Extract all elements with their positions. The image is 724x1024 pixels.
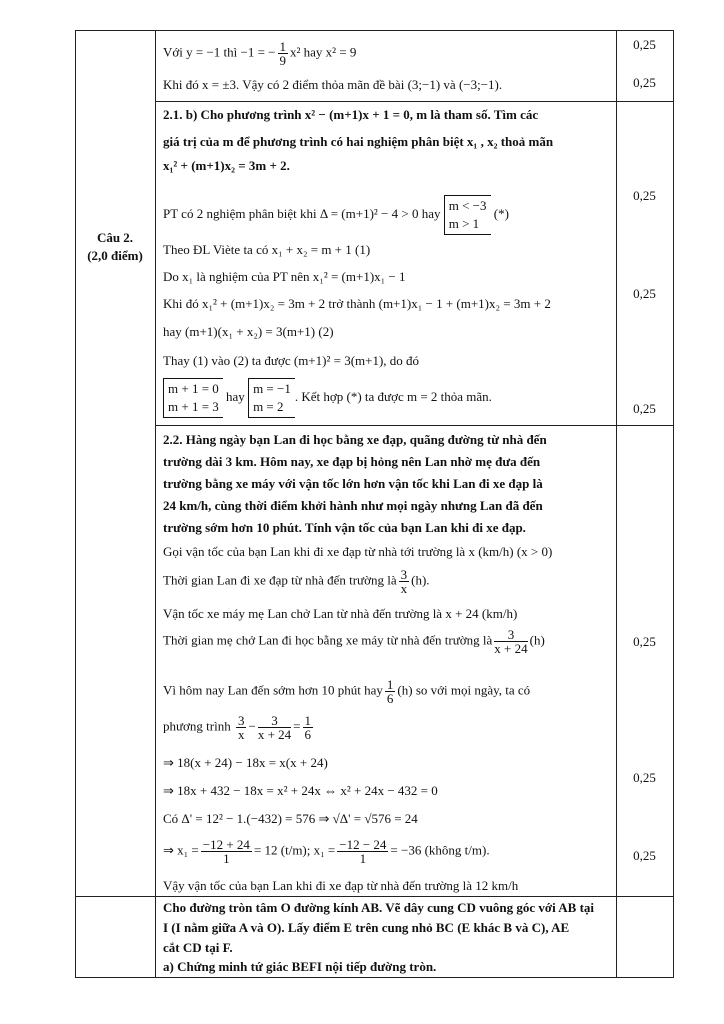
numerator: 1 bbox=[279, 39, 287, 54]
table-border-top bbox=[75, 30, 673, 31]
table-divider-score bbox=[616, 30, 617, 978]
part3-line1: Cho đường tròn tâm O đường kính AB. Vẽ dây cung CD vuông góc với AB tại bbox=[163, 900, 595, 915]
denominator: x bbox=[237, 727, 245, 742]
answer-table bbox=[75, 30, 673, 978]
text: Với y = −1 thì −1 = − bbox=[163, 44, 276, 60]
text: (*) bbox=[493, 205, 509, 221]
bracket-system bbox=[163, 378, 223, 418]
fraction bbox=[258, 714, 291, 741]
part22-step8: ⇒ 18x + 432 − 18x = x² + 24x ⇔ x² + 24x − 432 = 0 bbox=[163, 783, 438, 798]
text: (h) so với mọi ngày, ta có bbox=[397, 682, 531, 698]
part22-step1: Gọi vận tốc của bạn Lan khi đi xe đạp từ nhà tới trường là x (km/h) (x > 0) bbox=[163, 544, 553, 559]
denominator: x + 24 bbox=[257, 727, 292, 742]
case-1: m + 1 = 0 bbox=[168, 381, 219, 396]
fraction bbox=[385, 678, 396, 705]
operator: = bbox=[293, 718, 301, 734]
denominator: 9 bbox=[279, 53, 287, 68]
operator: − bbox=[248, 718, 256, 734]
text: = −36 (không t/m). bbox=[390, 842, 490, 858]
part22-step4 bbox=[163, 628, 545, 655]
table-border-left bbox=[75, 30, 76, 978]
part3-line4: a) Chứng minh tứ giác BEFI nội tiếp đường tròn. bbox=[163, 959, 437, 974]
score-5: 0,25 bbox=[633, 401, 656, 416]
numerator: 1 bbox=[386, 677, 394, 692]
part22-step3: Vận tốc xe máy mẹ Lan chở Lan từ nhà đến trường là x + 24 (km/h) bbox=[163, 606, 518, 621]
table-border-bottom bbox=[75, 977, 673, 978]
denominator: x + 24 bbox=[494, 641, 528, 656]
part22-title-line3: trường bằng xe máy với vận tốc lớn hơn vận tốc khi Lan đi xe đạp là bbox=[163, 476, 543, 491]
part21-condition bbox=[163, 195, 509, 235]
text: x² hay x² = 9 bbox=[290, 44, 357, 60]
numerator: 3 bbox=[237, 713, 245, 728]
part22-title-line2: trường dài 3 km. Hôm nay, xe đạp bị hỏng nên Lan nhờ mẹ đưa đến bbox=[163, 454, 541, 469]
fraction bbox=[201, 838, 252, 865]
numerator: 1 bbox=[304, 713, 312, 728]
score-4: 0,25 bbox=[633, 286, 656, 301]
part3-line3: cắt CD tại F. bbox=[163, 940, 233, 955]
part21-title-line1: 2.1. b) Cho phương trình x² − (m+1)x + 1 = 0, m là tham số. Tìm các bbox=[163, 107, 539, 122]
part3-line2: I (I nằm giữa A và O). Lấy điểm E trên cung nhỏ BC (E khác B và C), AE bbox=[163, 920, 570, 935]
case-1: m = −1 bbox=[253, 381, 291, 396]
numerator: 3 bbox=[258, 714, 291, 728]
score-7: 0,25 bbox=[633, 770, 656, 785]
fraction bbox=[236, 714, 247, 741]
score-3: 0,25 bbox=[633, 188, 656, 203]
part22-step2 bbox=[163, 568, 430, 595]
score-2: 0,25 bbox=[633, 75, 656, 90]
part22-step5 bbox=[163, 678, 530, 705]
denominator: 1 bbox=[223, 851, 230, 866]
text: (h). bbox=[411, 572, 430, 588]
case-2: m > 1 bbox=[448, 216, 480, 231]
part22-conclusion: Vậy vận tốc của bạn Lan khi đi xe đạp từ nhà đến trường là 12 km/h bbox=[163, 878, 519, 893]
question-points: (2,0 điểm) bbox=[87, 248, 143, 263]
numerator: −12 − 24 bbox=[339, 837, 387, 852]
table-border-right bbox=[673, 30, 674, 978]
denominator: 6 bbox=[304, 727, 312, 742]
table-divider-question bbox=[155, 30, 156, 978]
fraction bbox=[494, 628, 527, 655]
part21-solution bbox=[163, 378, 492, 418]
part21-title-line3: x₁² + (m+1)x₂ = 3m + 2. bbox=[163, 158, 290, 173]
denominator: 1 bbox=[359, 851, 367, 866]
part21-factor: hay (m+1)(x₁ + x₂) = 3(m+1) (2) bbox=[163, 324, 334, 339]
part0-line1 bbox=[163, 40, 356, 67]
bracket-system bbox=[248, 378, 295, 418]
text: = 12 (t/m); x₁ = bbox=[253, 842, 336, 858]
text: Vì hôm nay Lan đến sớm hơn 10 phút hay bbox=[163, 682, 383, 698]
case-2: m = 2 bbox=[253, 399, 284, 414]
part22-step7: ⇒ 18(x + 24) − 18x = x(x + 24) bbox=[163, 755, 328, 770]
text: (h) bbox=[529, 632, 545, 648]
row-divider-22 bbox=[155, 425, 673, 426]
part22-title-line1: 2.2. Hàng ngày bạn Lan đi học bằng xe đạp, quãng đường từ nhà đến bbox=[163, 432, 547, 447]
part21-viete: Theo ĐL Viète ta có x₁ + x₂ = m + 1 (1) bbox=[163, 242, 371, 257]
row-divider-21 bbox=[155, 101, 673, 102]
text: ⇒ x₁ = bbox=[163, 842, 199, 858]
case-2: m + 1 = 3 bbox=[168, 399, 219, 414]
part21-transform: Khi đó x₁² + (m+1)x₂ = 3m + 2 trở thành (m+1)x₁ − 1 + (m+1)x₂ = 3m + 2 bbox=[163, 296, 551, 311]
part22-step9: Có Δ' = 12² − 1.(−432) = 576 ⇒ √Δ' = √576 = 24 bbox=[163, 811, 418, 826]
score-1: 0,25 bbox=[633, 37, 656, 52]
text: phương trình bbox=[163, 718, 231, 734]
fraction bbox=[278, 40, 289, 67]
bracket-system bbox=[444, 195, 491, 235]
part22-title-line4: 24 km/h, cùng thời điểm khởi hành như mọi ngày nhưng Lan đã đến bbox=[163, 498, 543, 513]
part21-title-line2: giá trị của m để phương trình có hai nghiệm phân biệt x₁ , x₂ thoả mãn bbox=[163, 134, 554, 149]
fraction bbox=[303, 714, 314, 741]
part0-line2: Khi đó x = ±3. Vậy có 2 điểm thỏa mãn đề bài (3;−1) và (−3;−1). bbox=[163, 77, 503, 92]
denominator: x bbox=[400, 581, 408, 596]
row-divider-3 bbox=[75, 896, 673, 897]
part22-step10 bbox=[163, 838, 490, 865]
text: . Kết hợp (*) ta được m = 2 thỏa mãn. bbox=[294, 388, 492, 404]
score-6: 0,25 bbox=[633, 634, 656, 649]
fraction bbox=[337, 838, 388, 865]
part21-substitute: Thay (1) vào (2) ta được (m+1)² = 3(m+1), do đó bbox=[163, 353, 420, 368]
question-label: Câu 2. bbox=[96, 230, 134, 245]
denominator: 6 bbox=[386, 691, 394, 706]
text: hay bbox=[226, 388, 245, 404]
part21-root: Do x₁ là nghiệm của PT nên x₁² = (m+1)x₁ − 1 bbox=[163, 269, 406, 284]
text: Thời gian Lan đi xe đạp từ nhà đến trường là bbox=[163, 572, 397, 588]
numerator: 3 bbox=[494, 628, 527, 642]
text: Thời gian mẹ chở Lan đi học bằng xe máy từ nhà đến trường là bbox=[163, 632, 493, 648]
part22-title-line5: trường sớm hơn 10 phút. Tính vận tốc của bạn Lan khi đi xe đạp. bbox=[163, 520, 526, 535]
text: PT có 2 nghiệm phân biệt khi Δ = (m+1)² − 4 > 0 hay bbox=[163, 205, 441, 221]
case-1: m < −3 bbox=[448, 198, 487, 213]
numerator: 3 bbox=[400, 567, 408, 582]
fraction bbox=[399, 568, 410, 595]
part22-equation bbox=[163, 714, 315, 741]
numerator: −12 + 24 bbox=[202, 837, 250, 852]
score-8: 0,25 bbox=[633, 848, 656, 863]
